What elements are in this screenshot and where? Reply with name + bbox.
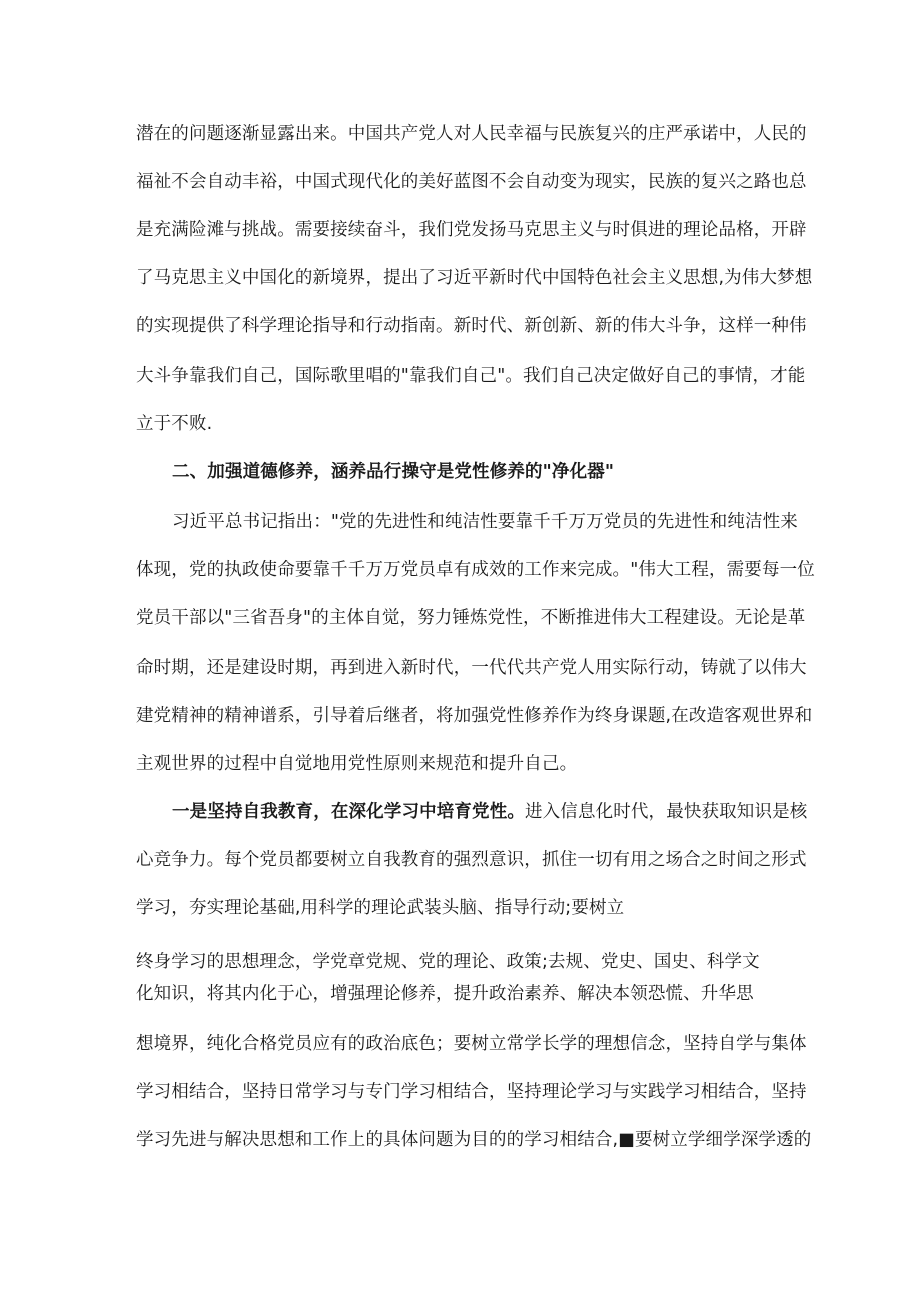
- text-line: 大斗争靠我们自己，国际歌里唱的"靠我们自己"。我们自己决定做好自己的事情，才能: [136, 366, 806, 386]
- text-line: 主观世界的过程中自觉地用党性原则来规范和提升自己。: [136, 754, 578, 774]
- text-line: 体现，党的执政使命要靠千千万万党员卓有成效的工作来完成。"伟大工程，需要每一位: [136, 560, 815, 580]
- text-line: 习近平总书记指出："党的先进性和纯洁性要靠千千万万党员的先进性和纯洁性来: [172, 512, 798, 532]
- text-line: 潜在的问题逐渐显露出来。中国共产党人对人民幸福与民族复兴的庄严承诺中，人民的: [136, 124, 807, 144]
- subsection-lead: 一是坚持自我教育，在深化学习中培育党性。: [172, 802, 525, 822]
- text-run: 进入信息化时代，最快获取知识是核: [525, 802, 808, 822]
- text-line: 学习，夯实理论基础,用科学的理论武装头脑、指导行动;要树立: [136, 898, 625, 918]
- text-line: 党员干部以"三省吾身"的主体自觉，努力锤炼党性，不断推进伟大工程建设。无论是革: [136, 608, 806, 628]
- text-line: 化知识，将其内化于心，增强理论修养，提升政治素养、解决本领恐慌、升华思: [136, 984, 754, 1004]
- text-line: 学习相结合，坚持日常学习与专门学习相结合，坚持理论学习与实践学习相结合，坚持: [136, 1082, 807, 1102]
- text-line: 立于不败.: [136, 414, 213, 434]
- text-line: 的实现提供了科学理论指导和行动指南。新时代、新创新、新的伟大斗争，这样一种伟: [136, 316, 807, 336]
- text-line: [172, 800, 807, 824]
- text-line: 心竞争力。每个党员都要树立自我教育的强烈意识，抓住一切有用之场合之时间之形式: [136, 850, 807, 870]
- text-line: 了马克思主义中国化的新境界，提出了习近平新时代中国特色社会主义思想,为伟大梦想: [136, 268, 813, 288]
- text-line: 想境界，纯化合格党员应有的政治底色；要树立常学长学的理想信念，坚持自学与集体: [136, 1034, 807, 1054]
- text-line: 命时期，还是建设时期，再到进入新时代，一代代共产党人用实际行动，铸就了以伟大: [136, 658, 807, 678]
- text-line: 终身学习的思想理念，学党章党规、党的理论、政策;去规、党史、国史、科学文: [136, 952, 760, 972]
- text-line: 建党精神的精神谱系，引导着后继者，将加强党性修养作为终身课题,在改造客观世界和: [136, 706, 813, 726]
- text-line: 学习先进与解决思想和工作上的具体问题为目的的学习相结合,■要树立学细学深学透的: [136, 1130, 812, 1150]
- section-heading: 二、加强道德修养，涵养品行操守是党性修养的"净化器": [172, 462, 615, 482]
- text-line: 福祉不会自动丰裕，中国式现代化的美好蓝图不会自动变为现实，民族的复兴之路也总: [136, 172, 807, 192]
- text-line: 是充满险滩与挑战。需要接续奋斗，我们党发扬马克思主义与时俱进的理论品格，开辟: [136, 220, 807, 240]
